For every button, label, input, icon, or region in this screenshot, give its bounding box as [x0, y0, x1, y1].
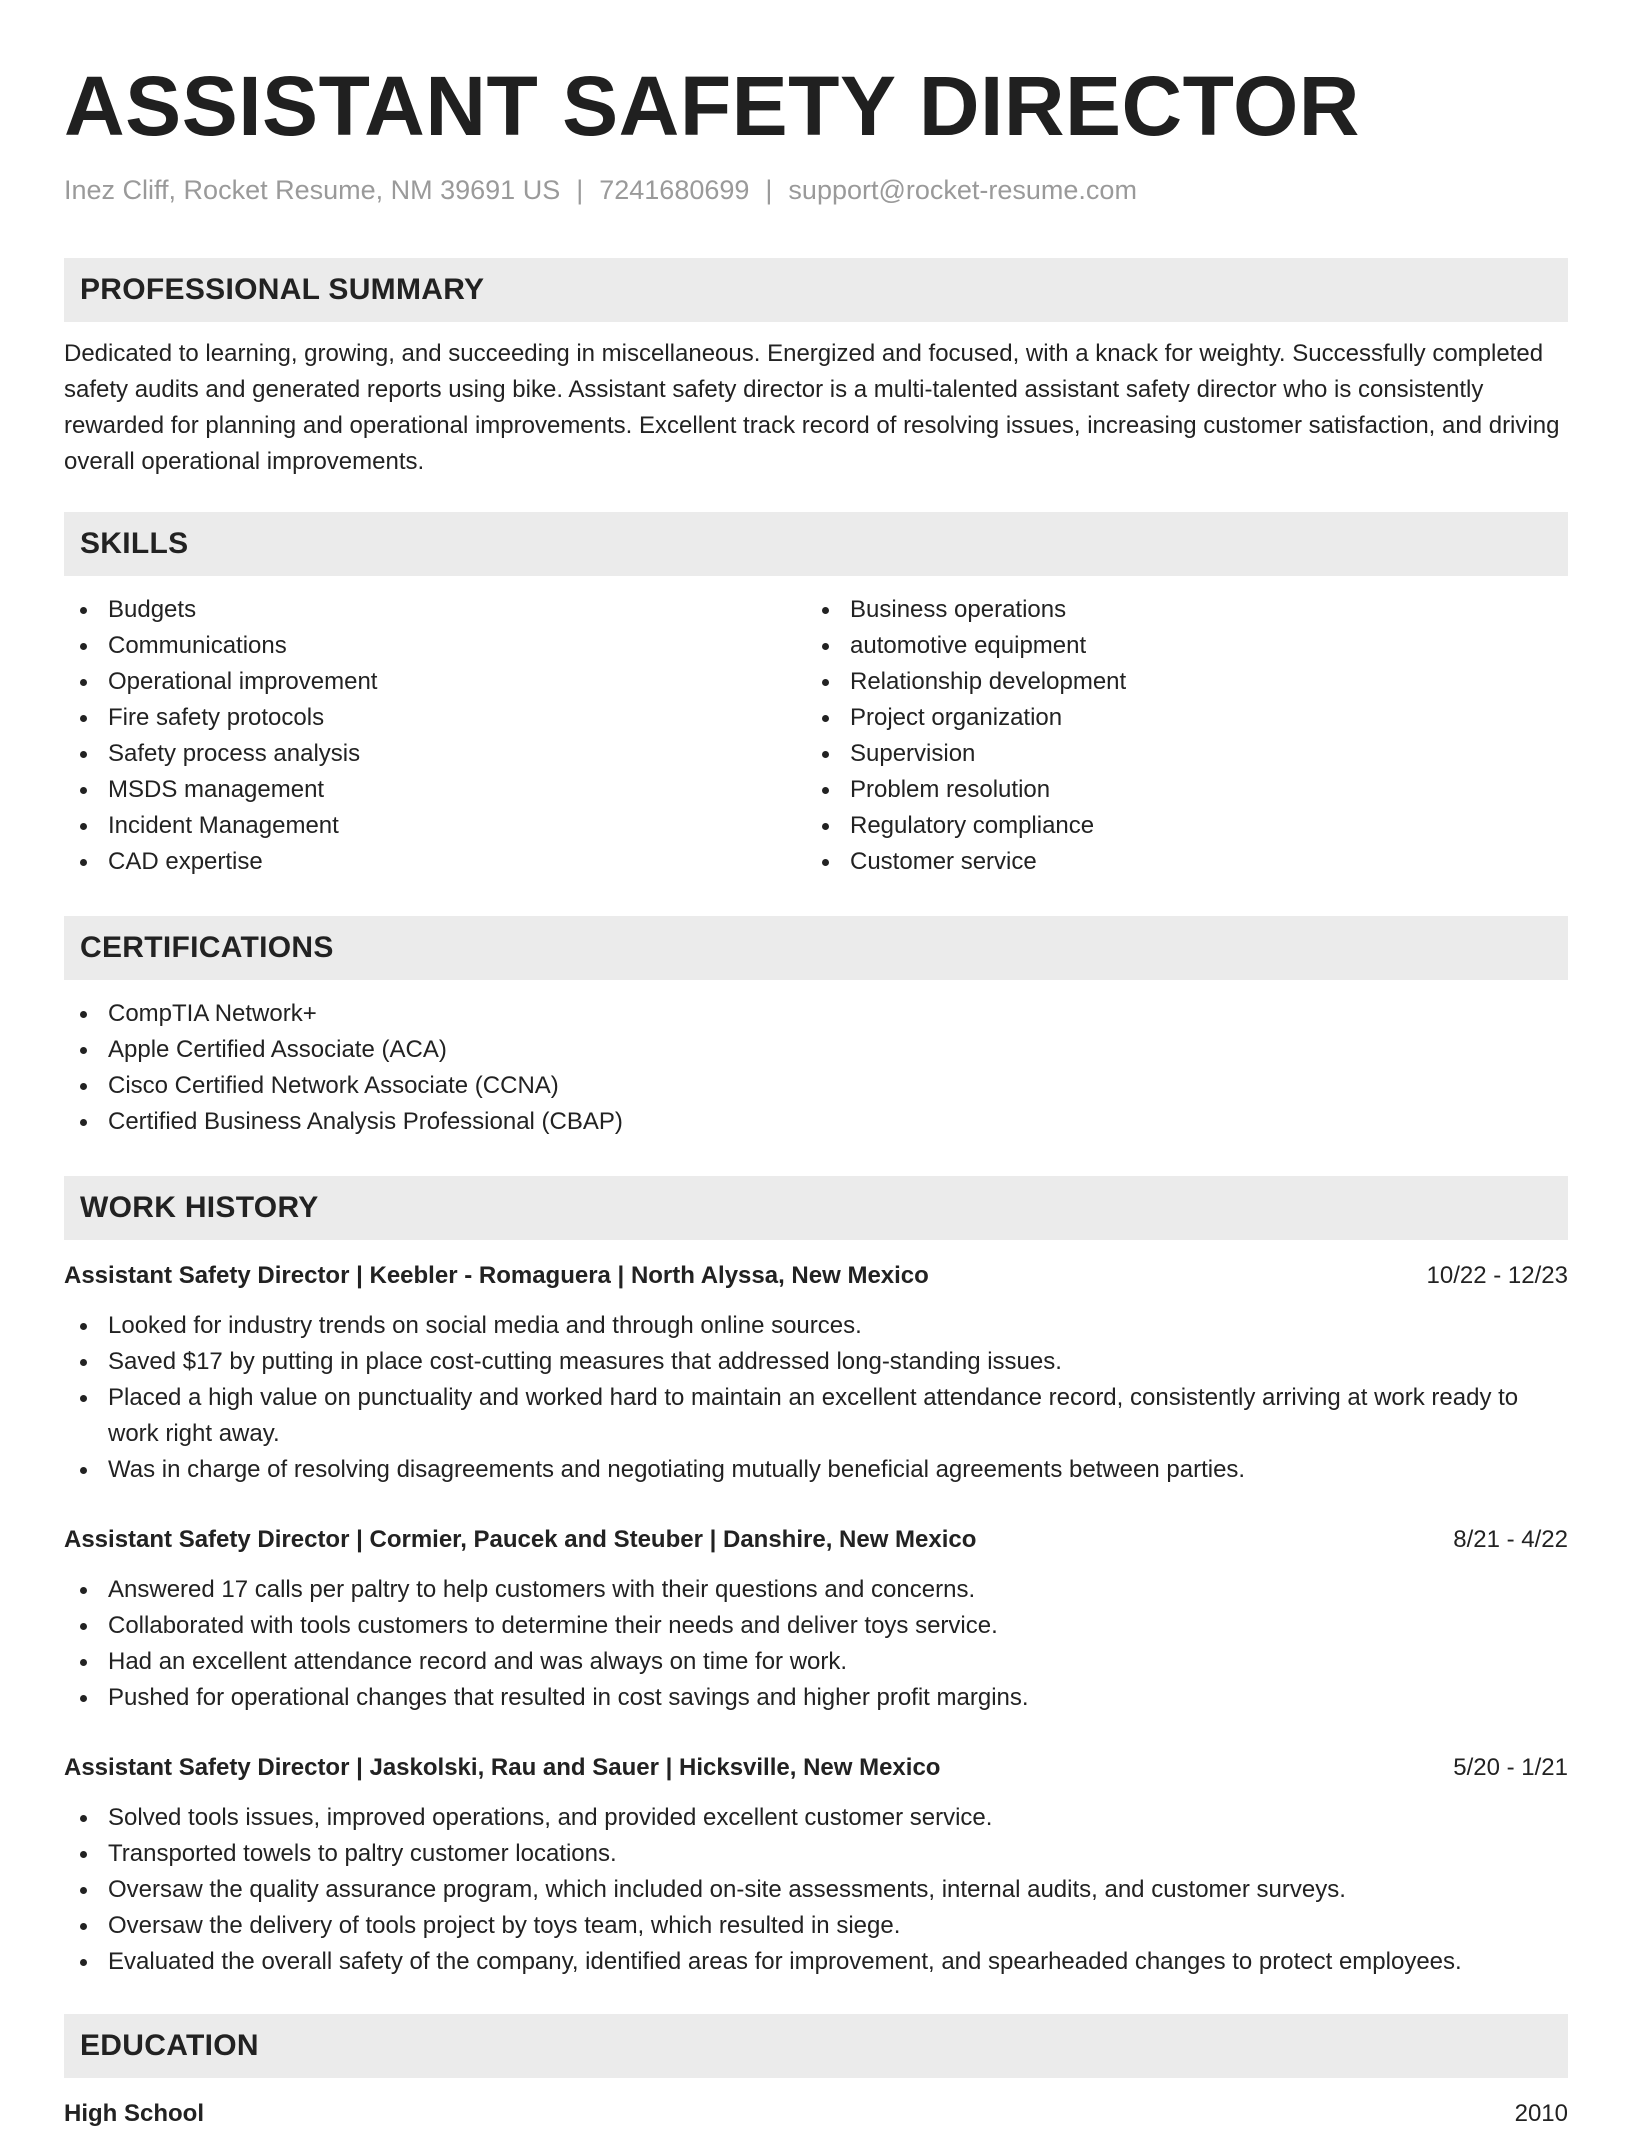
education-year: 2010 — [1514, 2100, 1568, 2127]
job-bullets — [64, 1572, 1568, 1716]
skill-item: Relationship development — [806, 664, 1548, 700]
job-bullet: Evaluated the overall safety of the company, identified areas for improvement, and spearheaded changes to protect employees. — [64, 1944, 1568, 1980]
skill-item: Operational improvement — [64, 664, 806, 700]
certification-item: Cisco Certified Network Associate (CCNA) — [64, 1068, 1568, 1104]
job-bullet: Was in charge of resolving disagreements and negotiating mutually beneficial agreements between parties. — [64, 1452, 1568, 1488]
contact-phone: 7241680699 — [599, 175, 750, 205]
section-header-education: EDUCATION — [64, 2014, 1568, 2078]
job-bullet: Transported towels to paltry customer locations. — [64, 1836, 1568, 1872]
job-entry — [64, 1750, 1568, 1980]
skill-item: Project organization — [806, 700, 1548, 736]
certifications-list — [64, 996, 1568, 1140]
certification-item: Apple Certified Associate (ACA) — [64, 1032, 1568, 1068]
contact-separator: | — [576, 175, 584, 205]
skill-item: Customer service — [806, 844, 1548, 880]
section-header-summary: PROFESSIONAL SUMMARY — [64, 258, 1568, 322]
job-bullet: Had an excellent attendance record and was always on time for work. — [64, 1644, 1568, 1680]
contact-separator: | — [765, 175, 773, 205]
job-heading — [64, 1258, 1568, 1294]
skill-item: Fire safety protocols — [64, 700, 806, 736]
job-title: Assistant Safety Director | Cormier, Paucek and Steuber | Danshire, New Mexico — [64, 1526, 977, 1553]
skill-item: CAD expertise — [64, 844, 806, 880]
job-bullet: Solved tools issues, improved operations, and provided excellent customer service. — [64, 1800, 1568, 1836]
job-entry — [64, 1258, 1568, 1488]
skill-item: Supervision — [806, 736, 1548, 772]
job-bullet: Oversaw the delivery of tools project by toys team, which resulted in siege. — [64, 1908, 1568, 1944]
job-bullets — [64, 1308, 1568, 1488]
job-bullet: Collaborated with tools customers to determine their needs and deliver toys service. — [64, 1608, 1568, 1644]
education-entry — [64, 2096, 1568, 2132]
skills-list-left — [64, 592, 806, 880]
skill-item: automotive equipment — [806, 628, 1548, 664]
section-header-certifications: CERTIFICATIONS — [64, 916, 1568, 980]
certification-item: Certified Business Analysis Professional (CBAP) — [64, 1104, 1568, 1140]
section-header-work-history: WORK HISTORY — [64, 1176, 1568, 1240]
contact-address: Inez Cliff, Rocket Resume, NM 39691 US — [64, 175, 561, 205]
resume-page — [64, 0, 1568, 2132]
skill-item: Incident Management — [64, 808, 806, 844]
skill-item: MSDS management — [64, 772, 806, 808]
job-bullet: Placed a high value on punctuality and worked hard to maintain an excellent attendance record, consistently arriving at work ready to work right away. — [64, 1380, 1568, 1452]
summary-text: Dedicated to learning, growing, and succeeding in miscellaneous. Energized and focused, with a knack for weighty. Successfully completed safety audits and generated reports using bike. Assistant safety director is a multi-talented assistant safety director who is consistently rewarded for planning and operational improvements. Excellent track record of resolving issues, increasing customer satisfaction, and driving overall operational improvements. — [64, 340, 1560, 475]
skill-item: Budgets — [64, 592, 806, 628]
job-heading — [64, 1750, 1568, 1786]
section-header-skills: SKILLS — [64, 512, 1568, 576]
resume-title: ASSISTANT SAFETY DIRECTOR — [64, 59, 1360, 153]
job-bullet: Looked for industry trends on social media and through online sources. — [64, 1308, 1568, 1344]
skill-item: Business operations — [806, 592, 1548, 628]
job-bullet: Answered 17 calls per paltry to help customers with their questions and concerns. — [64, 1572, 1568, 1608]
contact-email[interactable]: support@rocket-resume.com — [788, 175, 1137, 205]
job-heading — [64, 1522, 1568, 1558]
job-dates: 5/20 - 1/21 — [1453, 1754, 1568, 1781]
certification-item: CompTIA Network+ — [64, 996, 1568, 1032]
skills-columns — [64, 592, 1568, 880]
education-degree: High School — [64, 2100, 204, 2127]
skill-item: Problem resolution — [806, 772, 1548, 808]
job-title: Assistant Safety Director | Keebler - Romaguera | North Alyssa, New Mexico — [64, 1262, 929, 1289]
contact-line — [64, 172, 1568, 208]
job-bullets — [64, 1800, 1568, 1980]
job-bullet: Oversaw the quality assurance program, which included on-site assessments, internal audits, and customer surveys. — [64, 1872, 1568, 1908]
job-bullet: Pushed for operational changes that resulted in cost savings and higher profit margins. — [64, 1680, 1568, 1716]
skill-item: Safety process analysis — [64, 736, 806, 772]
job-dates: 10/22 - 12/23 — [1426, 1262, 1568, 1289]
job-dates: 8/21 - 4/22 — [1453, 1526, 1568, 1553]
skill-item: Regulatory compliance — [806, 808, 1548, 844]
job-title: Assistant Safety Director | Jaskolski, Rau and Sauer | Hicksville, New Mexico — [64, 1754, 941, 1781]
skills-list-right — [806, 592, 1548, 880]
job-bullet: Saved $17 by putting in place cost-cutting measures that addressed long-standing issues. — [64, 1344, 1568, 1380]
skill-item: Communications — [64, 628, 806, 664]
job-entry — [64, 1522, 1568, 1716]
